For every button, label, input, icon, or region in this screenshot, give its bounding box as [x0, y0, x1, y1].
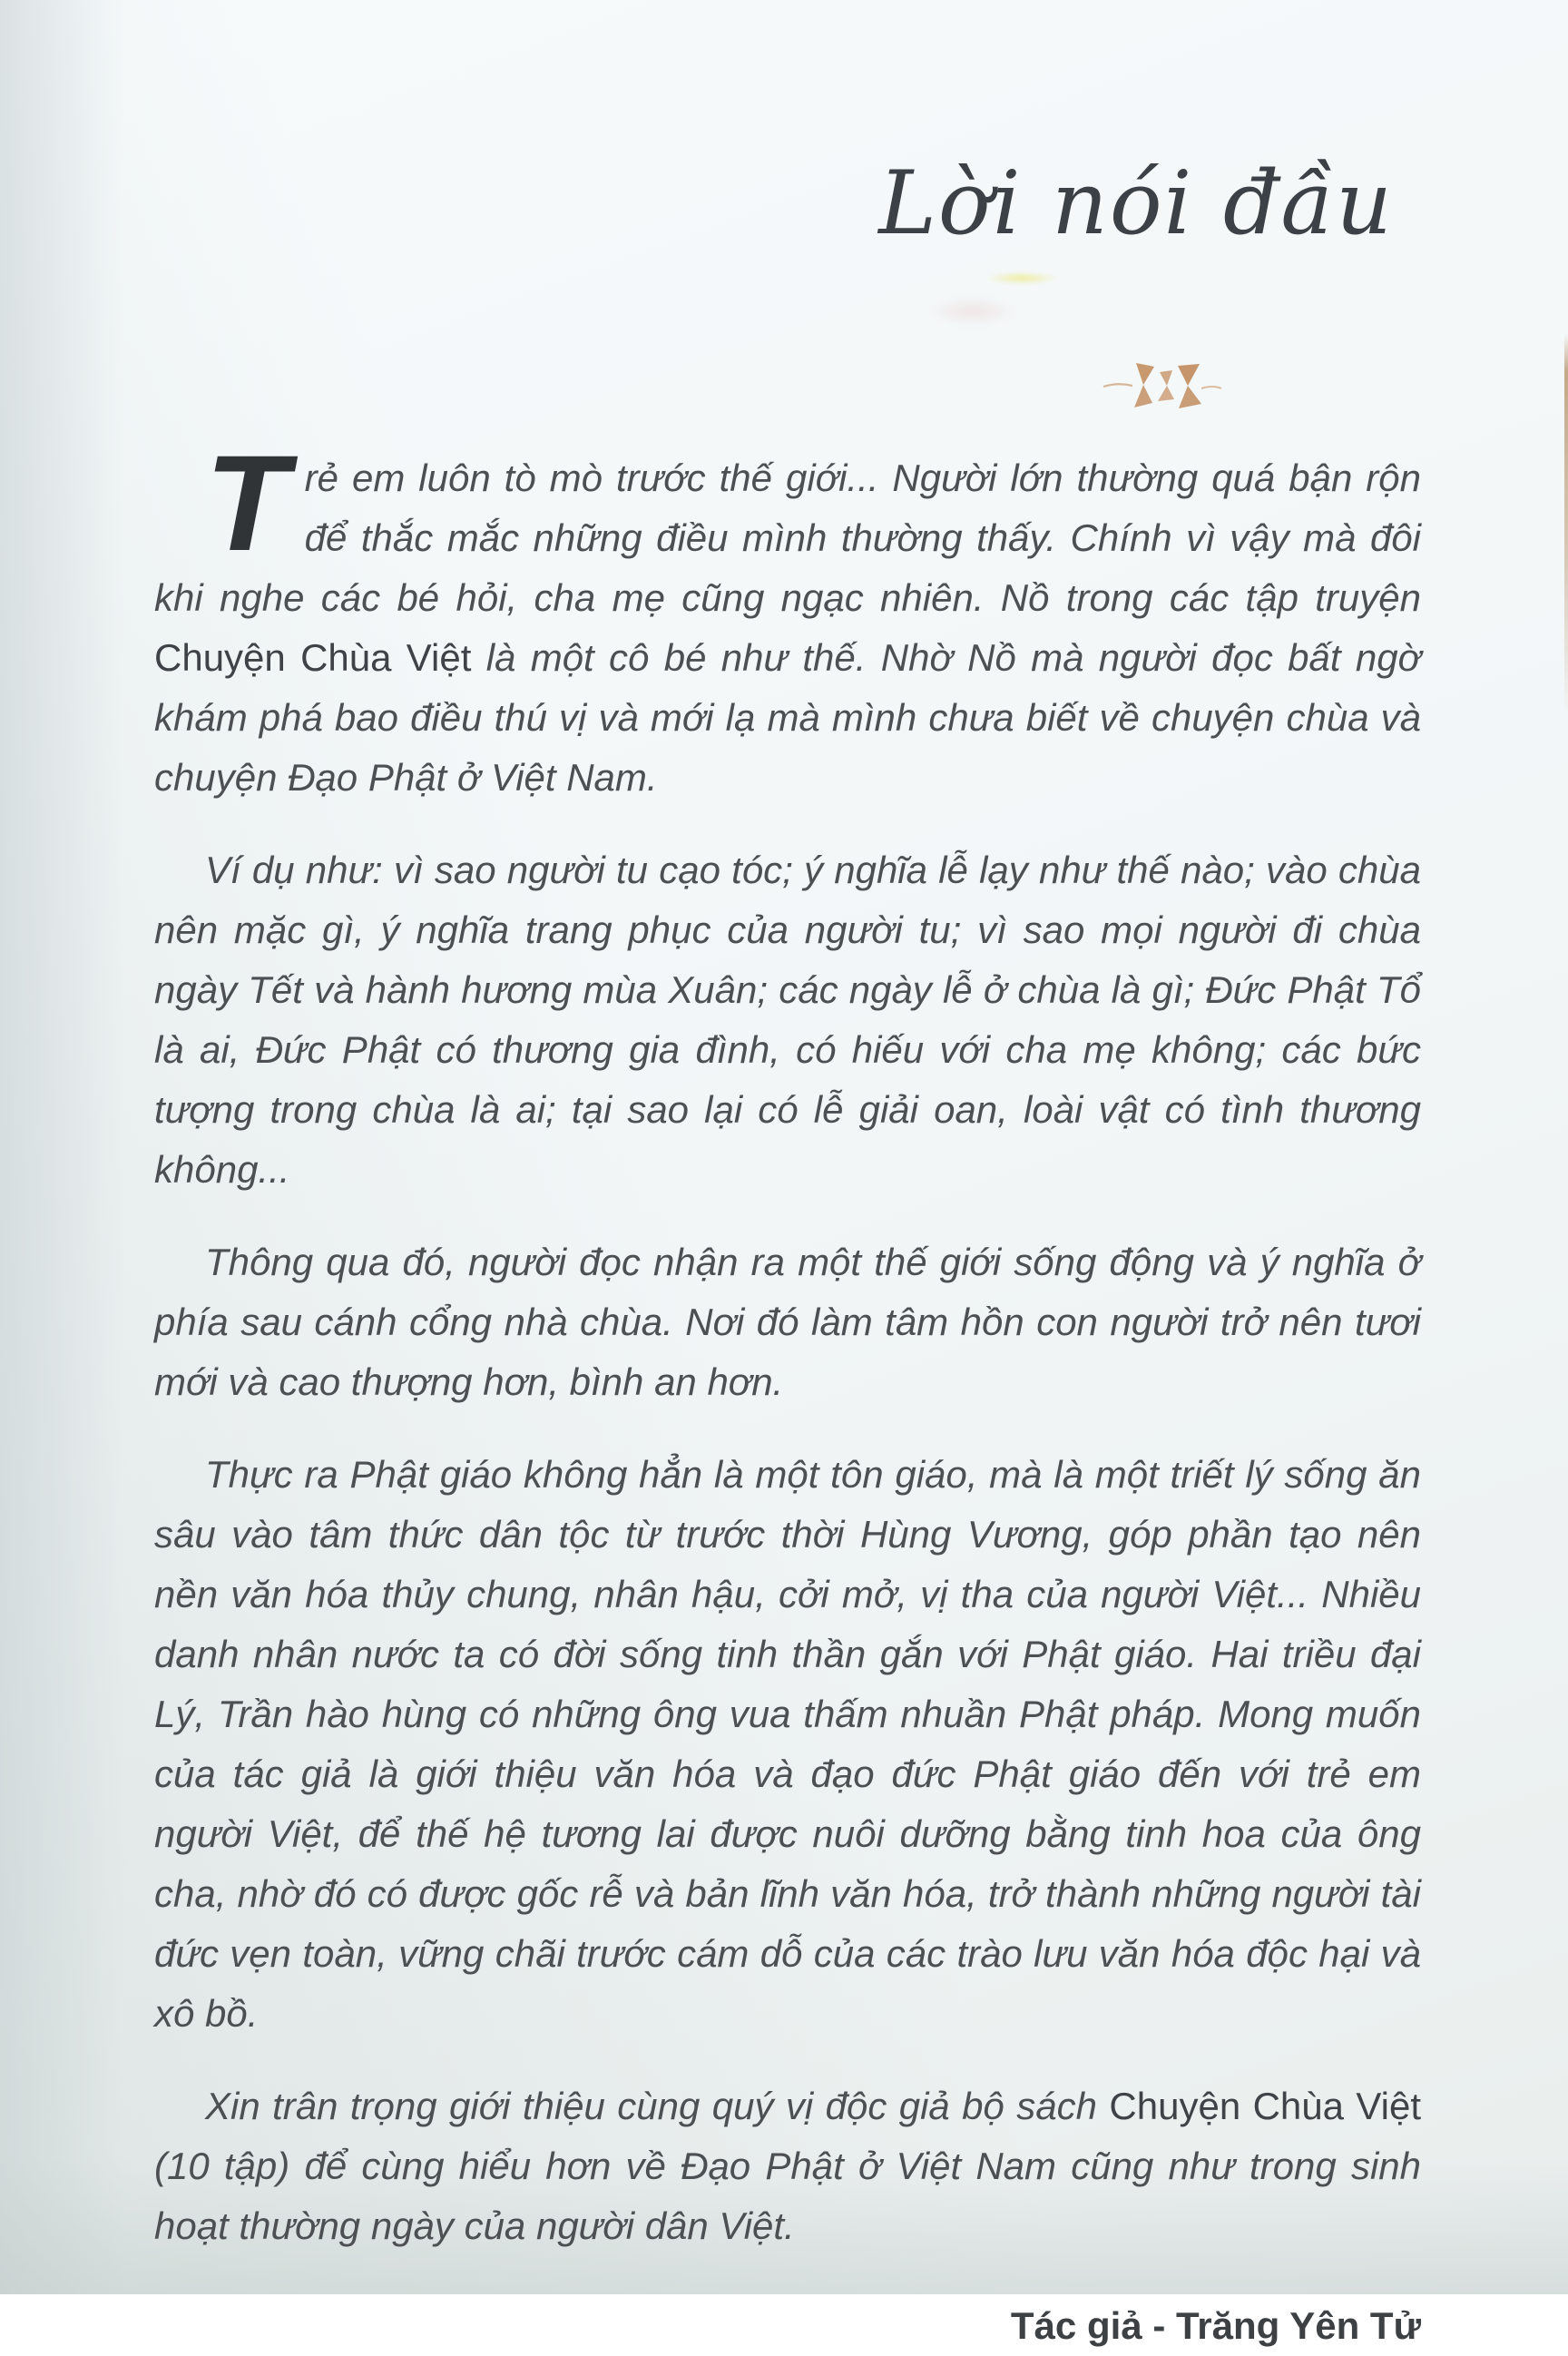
text-run: là một cô bé như thế. Nhờ Nồ mà người đọc bất ngờ khám phá bao điều thú vị và mới lạ mà mình chưa biết về chuyện chùa và chuyện Đạo Phật ở Việt Nam.	[154, 636, 1421, 799]
text-run: Thực ra Phật giáo không hẳn là một tôn giáo, mà là một triết lý sống ăn sâu vào tâm thức dân tộc từ trước thời Hùng Vương, góp phần tạo nên nền văn hóa thủy chung, nhân hậu, cởi mở, vị tha của người Việt... Nhiều danh nhân nước ta có đời sống tinh thần gắn với Phật giáo. Hai triều đại Lý, Trần hào hùng có những ông vua thấm nhuần Phật pháp. Mong muốn của tác giả là giới thiệu văn hóa và đạo đức Phật giáo đến với trẻ em người Việt, để thế hệ tương lai được nuôi dưỡng bằng tinh hoa của ông cha, nhờ đó có được gốc rễ và bản lĩnh văn hóa, trở thành những người tài đức vẹn toàn, vững chãi trước cám dỗ của các trào lưu văn hóa độc hại và xô bồ.	[154, 1453, 1421, 2035]
lotus-divider-ornament-icon	[1100, 356, 1223, 417]
paragraph-5	[154, 2076, 1421, 2256]
preface-text	[154, 427, 1422, 2356]
pink-smudge	[927, 298, 1018, 325]
highlighter-smudge	[985, 272, 1058, 284]
text-run: Xin trân trọng giới thiệu cùng quý vị độc giả bộ sách	[205, 2085, 1110, 2127]
page-title: Lời nói đầu	[878, 152, 1394, 254]
text-run: Ví dụ như: vì sao người tu cạo tóc; ý nghĩa lễ lạy như thế nào; vào chùa nên mặc gì, ý nghĩa trang phục của người tu; vì sao mọi người đi chùa ngày Tết và hành hương mùa Xuân; các ngày lễ ở chùa là gì; Đức Phật Tổ là ai, Đức Phật có thương gia đình, có hiếu với cha mẹ không; các bức tượng trong chùa là ai; tại sao lại có lễ giải oan, loài vật có tình thương không...	[154, 849, 1421, 1191]
page-edge-line	[1564, 334, 1568, 715]
paragraph-3	[154, 1232, 1421, 1412]
book-title-run: Chuyện Chùa Việt	[1109, 2085, 1422, 2127]
text-run: rẻ em luôn tò mò trước thế giới... Người lớn thường quá bận rộn để thắc mắc những điều mình thường thấy. Chính vì vậy mà đôi khi nghe các bé hỏi, cha mẹ cũng ngạc nhiên. Nồ trong các tập truyện	[154, 456, 1421, 619]
author-signature: Tác giả - Trăng Yên Tử	[1010, 2304, 1421, 2347]
drop-cap: T	[205, 427, 289, 579]
paragraph-4	[154, 1445, 1421, 2044]
book-title-run: Chuyện Chùa Việt	[154, 636, 472, 679]
paragraph-1	[154, 427, 1421, 808]
text-run: (10 tập) để cùng hiểu hơn về Đạo Phật ở Việt Nam cũng như trong sinh hoạt thường ngày của người dân Việt.	[154, 2145, 1421, 2247]
paragraph-2	[154, 840, 1421, 1200]
text-run: Thông qua đó, người đọc nhận ra một thế giới sống động và ý nghĩa ở phía sau cánh cổng nhà chùa. Nơi đó làm tâm hồn con người trở nên tươi mới và cao thượng hơn, bình an hơn.	[154, 1241, 1421, 1403]
